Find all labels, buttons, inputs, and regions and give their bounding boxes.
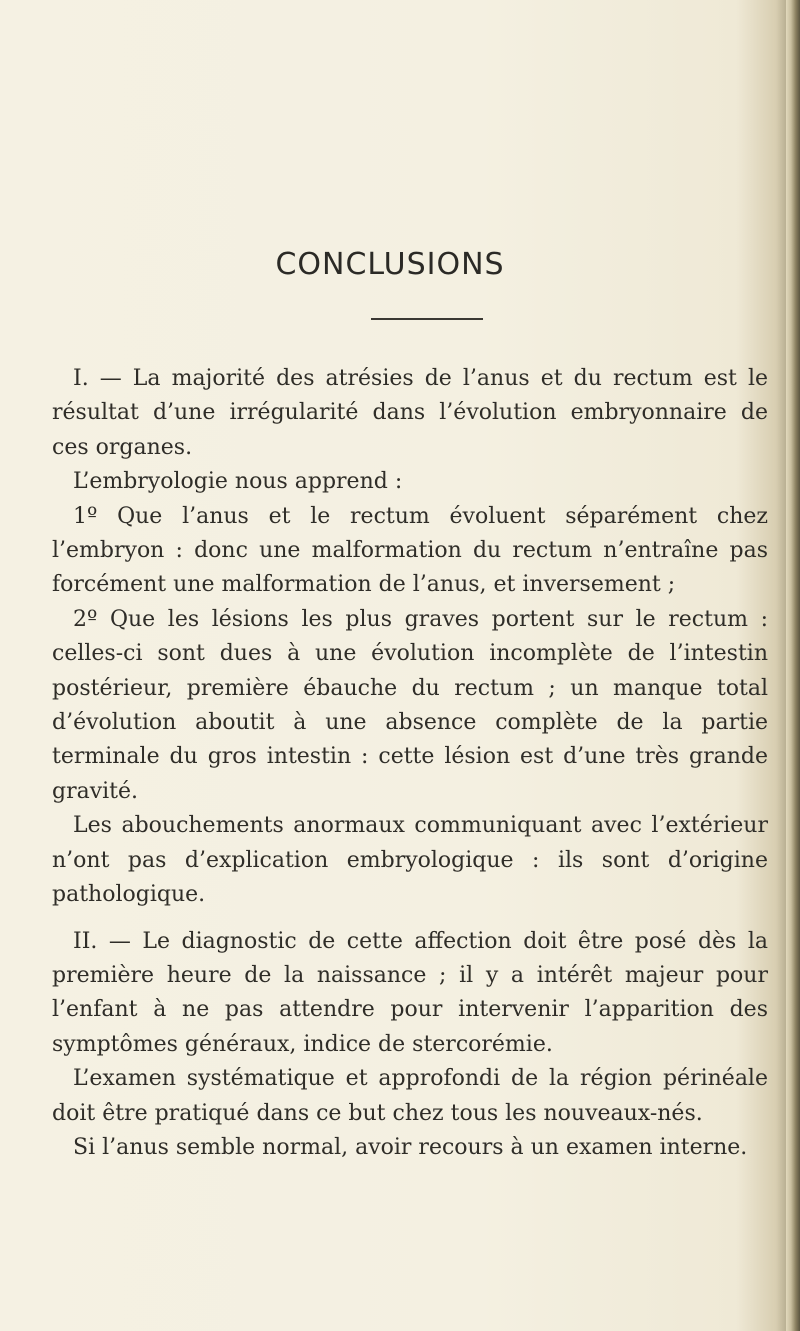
paragraph-point-1: 1º Que l’anus et le rectum évoluent séparément chez l’embryon : donc une malformation du rectum n’entraîne pas forcément une malformation de l’anus, et inversement ; (52, 503, 768, 598)
paragraph-anus-normal: Si l’anus semble normal, avoir recours à un examen interne. (73, 1134, 748, 1160)
page-edge-shadow (786, 0, 800, 1331)
paragraph-examen: L’examen systématique et approfondi de la région périnéale doit être pratiqué dans ce but chez tous les nouveaux-nés. (52, 1066, 768, 1126)
page-title: CONCLUSIONS (275, 247, 505, 282)
conclusions-body (52, 362, 768, 1165)
title-underline-rule (371, 318, 483, 320)
paragraph-conclusion-2: II. — Le diagnostic de cette affection doit être posé dès la première heure de la naissance ; il y a intérêt majeur pour l’enfant à ne pas attendre pour intervenir l’apparition des symptômes généraux, indice de stercorémie. (52, 928, 768, 1057)
paragraph-embryology-intro: L’embryologie nous apprend : (73, 469, 403, 495)
paragraph-conclusion-1: I. — La majorité des atrésies de l’anus et du rectum est le résultat d’une irrégularité dans l’évolution embryonnaire de ces organes. (52, 366, 768, 460)
paragraph-abouchements: Les abouchements anormaux communiquant avec l’extérieur n’ont pas d’explication embryologique : ils sont d’origine pathologique. (52, 813, 768, 908)
section-gap (52, 913, 768, 925)
paragraph-point-2: 2º Que les lésions les plus graves portent sur le rectum : celles-ci sont dues à une évolution incomplète de l’intestin postérieur, première ébauche du rectum ; un manque total d’évolution aboutit à une absence complète de la partie terminale du gros intestin : cette lésion est d’une très grande gravité. (52, 606, 768, 804)
